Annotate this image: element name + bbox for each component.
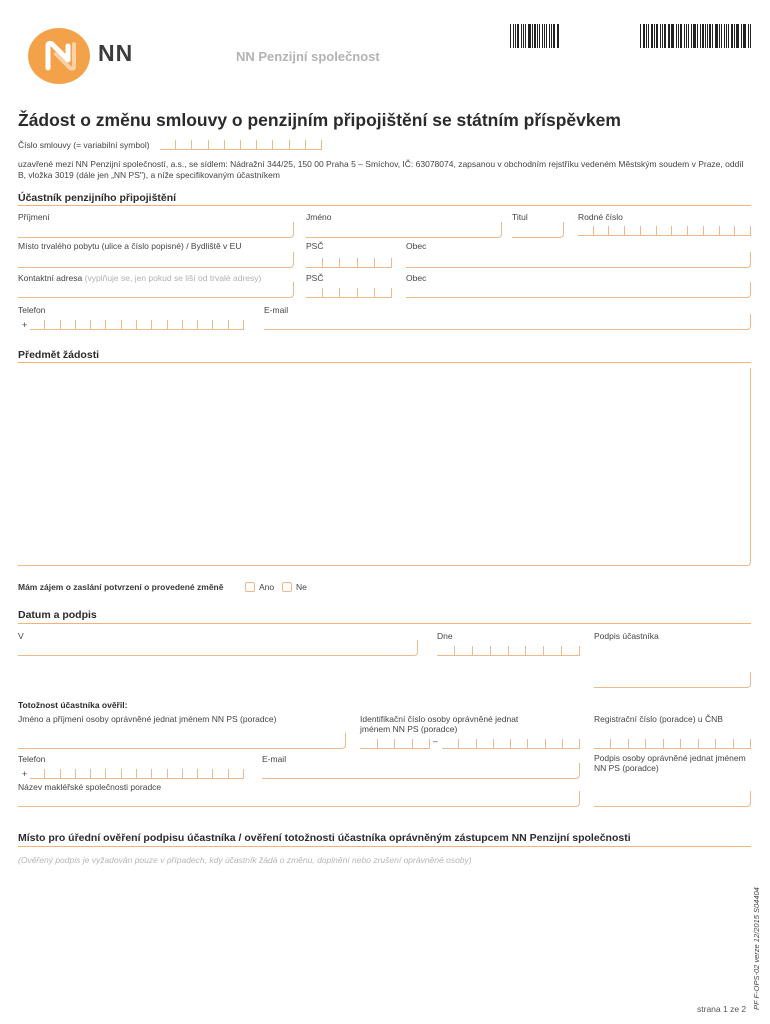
confirmation-yes-checkbox[interactable] xyxy=(245,582,255,592)
section-rule xyxy=(18,362,751,363)
section-rule xyxy=(18,846,751,847)
agent-name-input[interactable] xyxy=(18,733,346,749)
agent-id-dash: – xyxy=(433,736,438,746)
confirmation-yes-label: Ano xyxy=(259,582,275,592)
agent-phone-input[interactable] xyxy=(30,769,244,779)
registration-input[interactable] xyxy=(594,739,751,749)
psc-input[interactable] xyxy=(306,258,392,268)
broker-input[interactable] xyxy=(18,791,580,807)
barcode-left xyxy=(510,24,560,48)
agent-signature-label: Podpis osoby oprávněné jednat jménem NN PS (poradce) xyxy=(594,753,746,773)
city2-label: Obec xyxy=(406,273,427,283)
contract-number-input[interactable] xyxy=(160,140,322,150)
title-input[interactable] xyxy=(512,222,564,238)
agent-name-label: Jméno a příjmení osoby oprávněné jednat jménem NN PS (poradce) xyxy=(18,714,277,724)
form-code: PF F-OPS-02 verze 12/2015 S04404 xyxy=(752,887,761,1010)
psc-label: PSČ xyxy=(306,241,324,251)
agent-id-input-a[interactable] xyxy=(360,739,430,749)
agent-id-label: Identifikační číslo osoby oprávněné jednat jménem NN PS (poradce) xyxy=(360,714,519,734)
contract-number-label: Číslo smlouvy (= variabilní symbol) xyxy=(18,140,150,150)
agent-email-input[interactable] xyxy=(262,763,580,779)
agent-signature-input[interactable] xyxy=(594,791,751,807)
contact-address-label: Kontaktní adresa (vyplňuje se, jen pokud se liší od trvalé adresy) xyxy=(18,273,262,283)
birth-number-input[interactable] xyxy=(578,226,751,236)
address-input[interactable] xyxy=(18,252,294,268)
logo-text: NN xyxy=(98,40,134,66)
contact-address-input[interactable] xyxy=(18,282,294,298)
subject-textarea[interactable] xyxy=(18,368,751,566)
date-label: Dne xyxy=(437,631,453,641)
email-input[interactable] xyxy=(264,314,751,330)
registration-label: Registrační číslo (poradce) u ČNB xyxy=(594,714,723,724)
email-label: E-mail xyxy=(264,305,289,315)
page-title: Žádost o změnu smlouvy o penzijním připojištění se státním příspěvkem xyxy=(18,110,621,130)
agent-email-label: E-mail xyxy=(262,754,287,764)
city-input[interactable] xyxy=(406,252,751,268)
official-note: (Ověřený podpis je vyžadován pouze v případech, kdy účastník žádá o změnu, doplnění nebo zrušení oprávněné osoby) xyxy=(18,855,472,865)
signature-label: Podpis účastníka xyxy=(594,631,659,641)
psc2-input[interactable] xyxy=(306,288,392,298)
surname-input[interactable] xyxy=(18,222,294,238)
section-rule xyxy=(18,205,751,206)
agent-id-input-b[interactable] xyxy=(442,739,580,749)
broker-label: Název makléřské společnosti poradce xyxy=(18,782,162,792)
page-number: strana 1 ze 2 xyxy=(697,1004,747,1014)
phone-input[interactable] xyxy=(30,320,244,330)
section-signature: Datum a podpis xyxy=(18,609,97,621)
confirmation-no-checkbox[interactable] xyxy=(282,582,292,592)
psc2-label: PSČ xyxy=(306,273,324,283)
section-subject: Předmět žádosti xyxy=(18,349,100,361)
company-name: NN Penzijní společnost xyxy=(236,49,380,64)
section-participant: Účastník penzijního připojištění xyxy=(18,192,177,204)
confirmation-label: Mám zájem o zaslání potvrzení o provedené změně xyxy=(18,582,224,592)
surname-label: Příjmení xyxy=(18,212,50,222)
date-input[interactable] xyxy=(437,646,580,656)
phone-prefix: + xyxy=(22,320,28,330)
section-official: Místo pro úřední ověření podpisu účastníka / ověření totožnosti účastníka oprávněným zástupcem NN Penzijní společnosti xyxy=(18,832,631,844)
place-label: V xyxy=(18,631,24,641)
birth-number-label: Rodné číslo xyxy=(578,212,623,222)
name-input[interactable] xyxy=(306,222,502,238)
agent-phone-label: Telefon xyxy=(18,754,46,764)
barcode-right xyxy=(640,24,752,48)
nn-logo-icon xyxy=(44,40,78,72)
section-rule xyxy=(18,623,751,624)
city-label: Obec xyxy=(406,241,427,251)
confirmation-no-label: Ne xyxy=(296,582,307,592)
address-label: Místo trvalého pobytu (ulice a číslo popisné) / Bydliště v EU xyxy=(18,241,242,251)
name-label: Jméno xyxy=(306,212,332,222)
verification-heading: Totožnost účastníka ověřil: xyxy=(18,700,128,710)
intro-text: uzavřené mezi NN Penzijní společností, a.s., se sídlem: Nádražní 344/25, 150 00 Praha 5 – Smíchov, IČ: 63078074, zapsanou v obchodním rejstříku vedeném Městským soudem v Praze, oddíl B, vložka 3019 (dále jen „NN PS"), a níže specifikovaným účastníkem xyxy=(18,159,744,180)
phone-label: Telefon xyxy=(18,305,46,315)
agent-phone-prefix: + xyxy=(22,769,28,779)
signature-input[interactable] xyxy=(594,672,751,688)
place-input[interactable] xyxy=(18,640,418,656)
city2-input[interactable] xyxy=(406,282,751,298)
title-label: Titul xyxy=(512,212,528,222)
